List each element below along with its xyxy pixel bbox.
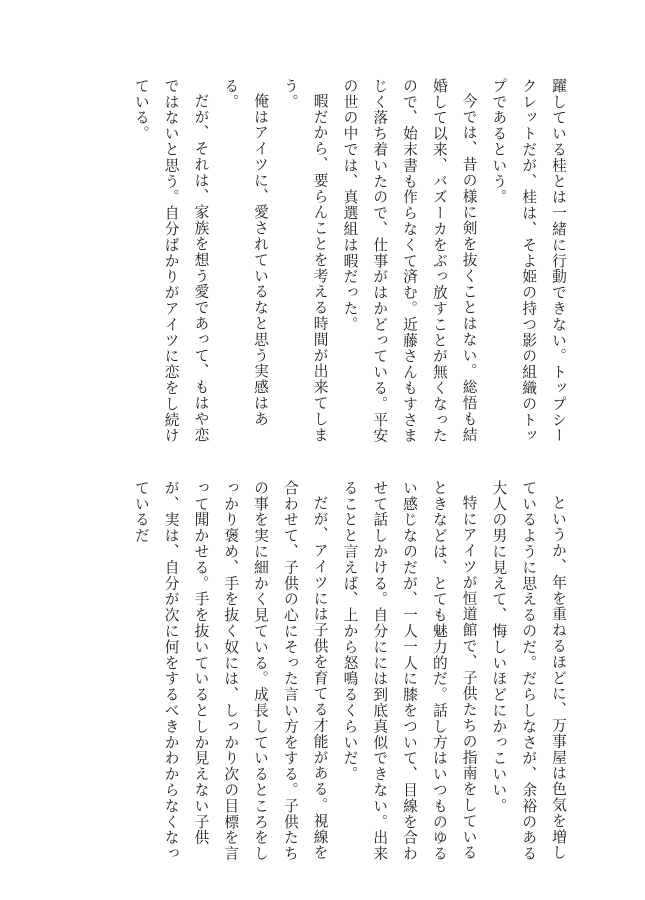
paragraph: だが、アイツには子供を育てる才能がある。視線を合わせて、子供の心にそった言い方をする。子供たちの事を実に細かく見ている。成長しているところをしっかり褒め、手を抜く奴には、しっかり次の目標を言って聞かせる。手を抜いているとしか見えない子供が、実は、自分が次に何をするべきかわからなくなっているだ [132,480,329,862]
text-block-bottom [73,480,573,865]
paragraph: 躍している桂とは一緒に行動できない。トップシークレットだが、桂は、そよ姫の持つ影の組織のトップであるという。 [490,78,567,444]
paragraph: 特にアイツが恒道館で、子供たちの指南をしているときなどは、とても魅力的だ。話し方はいつものゆるい感じなのだが、一人一人に膝をついて、目線を合わせて話しかける。自分にには到底真似できない。出来ることと言えば、上から怒鳴るくらいだ。 [341,480,478,862]
paragraph: というか、年を重ねるほどに、万事屋は色気を増しているように思えるのだ。だらしなさが、余裕のある大人の男に見えて、悔しいほどにかっこいい。 [490,480,567,862]
text-block-top [73,78,573,458]
paragraph: 俺はアイツに、愛されているなと思う実感はある。 [222,78,270,427]
paragraph: だが、それは、家族を想う愛であって、もはや恋ではないと思う。自分ばかりがアイツに恋をし続けている。 [132,78,210,444]
paragraph: 今では、昔の様に剣を抜くことはない。総悟も結婚して以来、バズーカをぶっ放すことが無くなったので、始末書も作らなくて済む。近藤さんもすさまじく落ち着いたので、仕事がはかどっている。平安の世の中では、真選組は暇だった。 [341,78,478,444]
paragraph: 暇だから、要らんことを考える時間が出来てしまう。 [281,78,329,443]
